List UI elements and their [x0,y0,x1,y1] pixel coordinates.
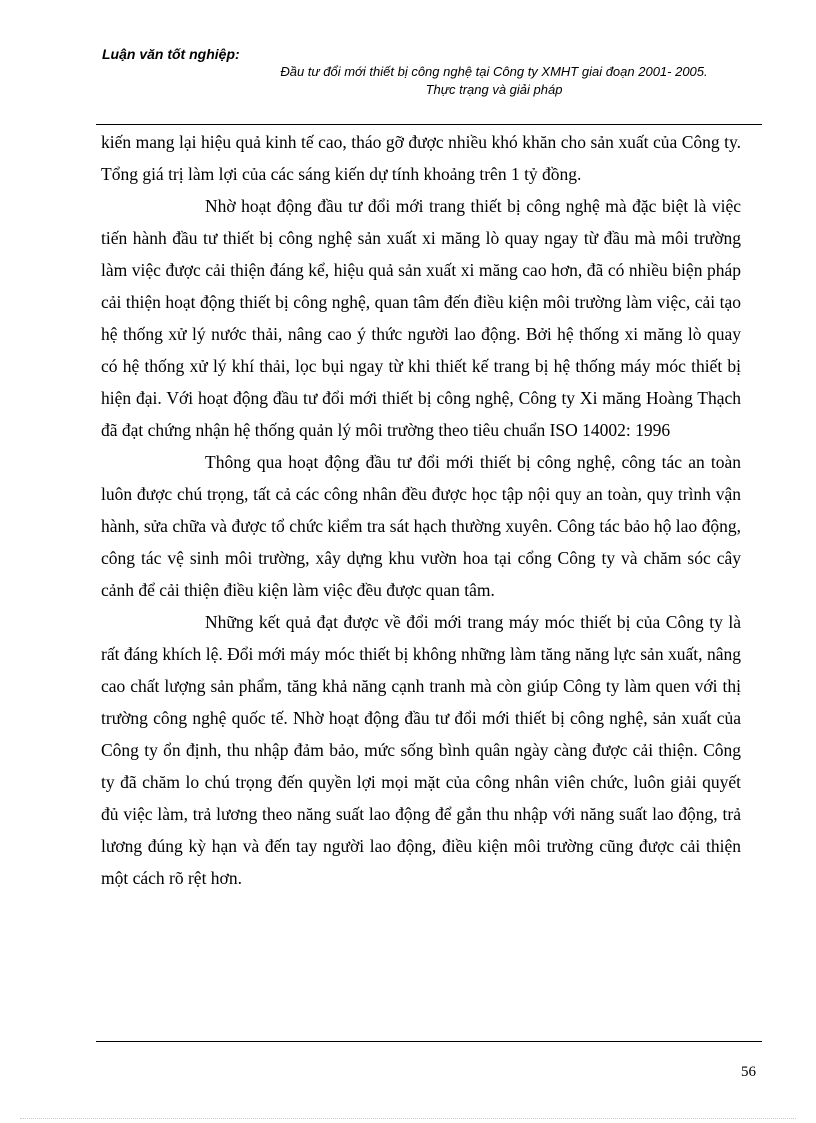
body-text [101,126,741,894]
paragraph: Những kết quả đạt được về đổi mới trang máy móc thiết bị của Công ty là rất đáng khích lệ. Đổi mới máy móc thiết bị không những làm tăng năng lực sản xuất, nâng cao chất lượng sản phẩm, tăng khả năng cạnh tranh mà còn giúp Công ty làm quen với thị trường công nghệ quốc tế. Nhờ hoạt động đầu tư đổi mới thiết bị công nghệ, sản xuất của Công ty ổn định, thu nhập đảm bảo, mức sống bình quân ngày càng được cải thiện. Công ty đã chăm lo chú trọng đến quyền lợi mọi mặt của công nhân viên chức, luôn giải quyết đủ việc làm, trả lương theo năng suất lao động để gắn thu nhập với năng suất lao động, trả lương đúng kỳ hạn và đến tay người lao động, điều kiện môi trường cũng được cải thiện một cách rõ rệt hơn. [101,612,741,888]
page-edge-divider [20,1118,796,1119]
page-number: 56 [741,1064,756,1080]
header-subtitle-line-1: Đầu tư đổi mới thiết bị công nghệ tại Công ty XMHT giai đoạn 2001- 2005. [280,64,708,79]
footer-divider [96,1041,762,1042]
header-subtitle-line-2: Thực trạng và giải pháp [425,82,563,97]
paragraph: Thông qua hoạt động đầu tư đổi mới thiết bị công nghệ, công tác an toàn luôn được chú trọng, tất cả các công nhân đều được học tập nội quy an toàn, quy trình vận hành, sửa chữa và được tổ chức kiểm tra sát hạch thường xuyên. Công tác bảo hộ lao động, công tác vệ sinh môi trường, xây dựng khu vườn hoa tại cổng Công ty và chăm sóc cây cảnh để cải thiện điều kiện làm việc đều được quan tâm. [101,452,741,600]
header-title: Luận văn tốt nghiệp: [102,46,240,62]
paragraph-continuation: kiến mang lại hiệu quả kinh tế cao, tháo gỡ được nhiều khó khăn cho sản xuất của Công ty. Tổng giá trị làm lợi của các sáng kiến dự tính khoảng trên 1 tỷ đồng. [101,132,741,184]
paragraph: Nhờ hoạt động đầu tư đổi mới trang thiết bị công nghệ mà đặc biệt là việc tiến hành đầu tư thiết bị công nghệ sản xuất xi măng lò quay ngay từ đầu mà môi trường làm việc được cải thiện đáng kể, hiệu quả sản xuất xi măng cao hơn, đã có nhiều biện pháp cải thiện hoạt động thiết bị công nghệ, quan tâm đến điều kiện môi trường làm việc, cải tạo hệ thống xử lý nước thải, nâng cao ý thức người lao động. Bởi hệ thống xi măng lò quay có hệ thống xử lý khí thải, lọc bụi ngay từ khi thiết kế trang bị hệ thống máy móc thiết bị hiện đại. Với hoạt động đầu tư đổi mới thiết bị công nghệ, Công ty Xi măng Hoàng Thạch đã đạt chứng nhận hệ thống quản lý môi trường theo tiêu chuẩn ISO 14002: 1996 [101,196,741,440]
page-header [96,46,762,98]
header-divider [96,124,762,125]
